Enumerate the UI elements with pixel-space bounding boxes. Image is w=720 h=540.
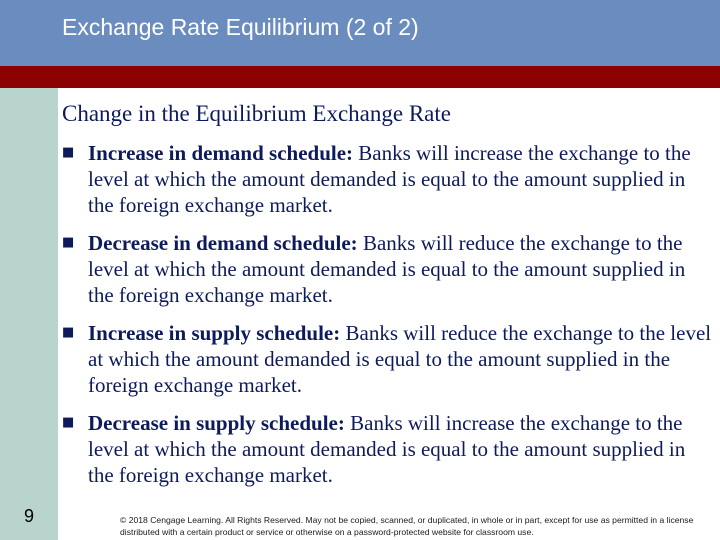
- bullet-item: [62, 140, 712, 218]
- slide-subtitle: Change in the Equilibrium Exchange Rate: [62, 101, 451, 126]
- bullet-list: [62, 140, 712, 500]
- bullet-term: Decrease in demand schedule:: [88, 231, 358, 255]
- bullet-item: [62, 320, 712, 398]
- square-bullet-icon: ■: [62, 145, 75, 160]
- header-bar: [0, 0, 720, 66]
- accent-bar: [0, 66, 720, 88]
- copyright-notice: © 2018 Cengage Learning. All Rights Reserved. May not be copied, scanned, or duplicated, in whole or in part, except for use as permitted in a license distributed with a certain product or service or otherwise on a password-protected website for classroom use.: [120, 515, 694, 537]
- page-number: 9: [24, 506, 35, 526]
- bullet-item: [62, 230, 712, 308]
- side-bar: [0, 88, 58, 540]
- bullet-term: Increase in demand schedule:: [88, 141, 354, 165]
- square-bullet-icon: ■: [62, 325, 75, 340]
- bullet-text: Banks will reduce the exchange to the level at which the amount demanded is equal to the amount supplied in the foreign exchange market.: [88, 321, 712, 397]
- bullet-term: Decrease in supply schedule:: [88, 411, 345, 435]
- slide-title: Exchange Rate Equilibrium (2 of 2): [62, 14, 419, 40]
- bullet-text: Banks will increase the exchange to the level at which the amount demanded is equal to the amount supplied in the foreign exchange market.: [88, 411, 686, 487]
- square-bullet-icon: ■: [62, 235, 75, 250]
- bullet-text: Banks will increase the exchange to the level at which the amount demanded is equal to the amount supplied in the foreign exchange market.: [88, 141, 691, 217]
- bullet-text: Banks will reduce the exchange to the level at which the amount demanded is equal to the amount supplied in the foreign exchange market.: [88, 231, 686, 307]
- square-bullet-icon: ■: [62, 415, 75, 430]
- bullet-item: [62, 410, 712, 488]
- bullet-term: Increase in supply schedule:: [88, 321, 341, 345]
